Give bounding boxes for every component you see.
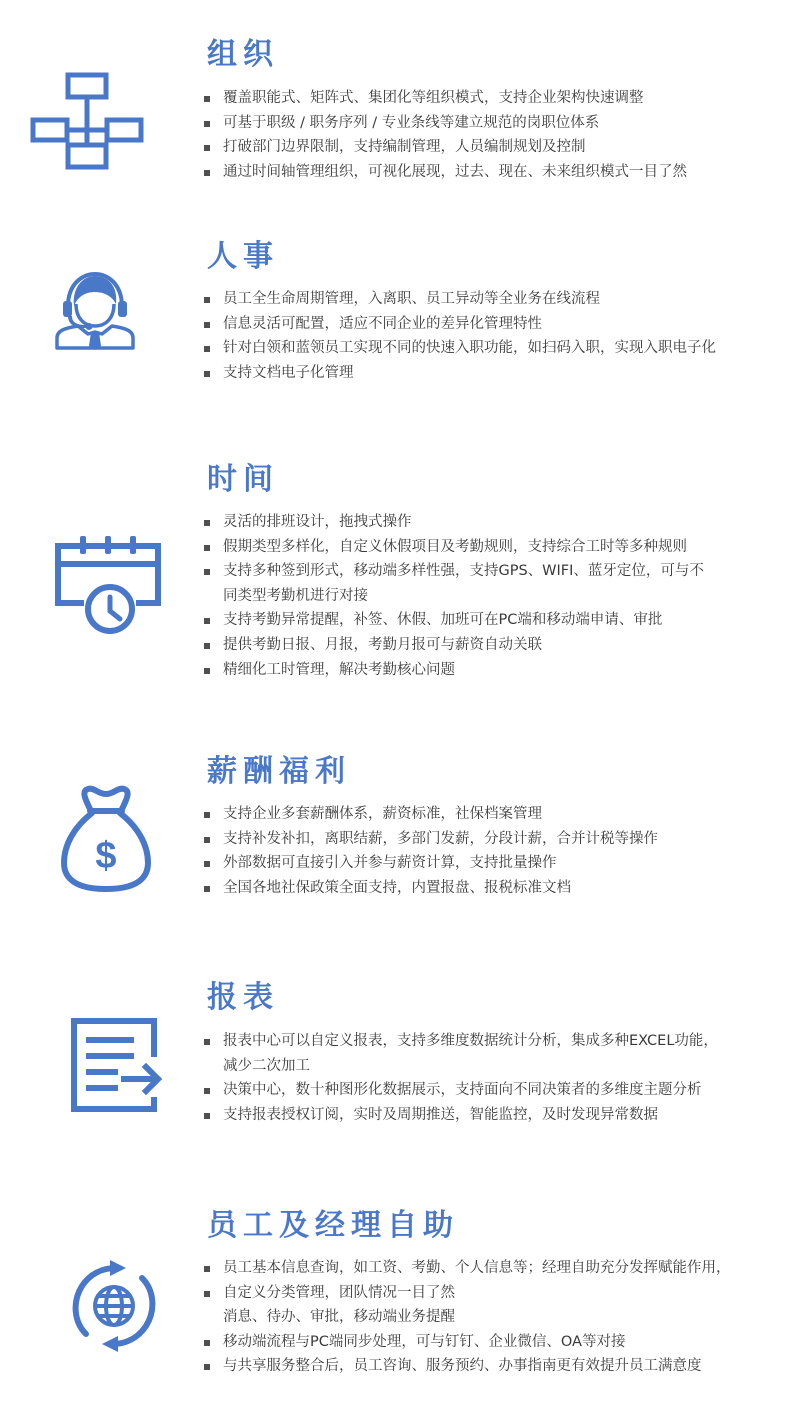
list-item [202,1256,731,1281]
money-bag-icon [60,785,152,893]
list-item [202,1029,718,1078]
feature-list [202,510,704,682]
list-item [202,312,716,337]
bullet-icon [204,861,210,867]
list-item [202,1078,718,1103]
list-item [202,608,704,633]
item-text: 自定义分类管理，团队情况一目了然 [223,1284,455,1301]
list-item [202,876,658,901]
calendar-clock-icon [52,533,164,635]
bullet-icon [204,346,210,352]
feature-list [202,1256,731,1379]
headset-person-icon [52,270,136,350]
section-title: 人事 [207,239,279,274]
bullet-icon [204,297,210,303]
item-text: 同类型考勤机进行对接 [223,587,368,604]
list-item [202,535,704,560]
bullet-icon [204,322,210,328]
item-text: 打破部门边界限制，支持编制管理，人员编制规划及控制 [223,139,586,156]
list-item [202,510,704,535]
list-item [202,851,658,876]
item-text: 灵活的排班设计，拖拽式操作 [223,514,412,530]
bullet-icon [204,618,210,624]
list-item [202,633,704,658]
item-text: 员工基本信息查询，如工资、考勤、个人信息等；经理自助充分发挥赋能作用， [223,1260,731,1276]
bullet-icon [204,1113,210,1119]
list-item [202,559,704,608]
list-item [202,111,687,136]
list-item [202,1281,731,1330]
item-text: 可基于职级 / 职务序列 / 专业条线等建立规范的岗职位体系 [223,114,600,131]
bullet-icon [204,96,210,102]
section-title: 组织 [207,37,279,72]
globe-refresh-icon [66,1258,162,1354]
list-item [202,658,704,683]
item-text: 支持多种签到形式，移动端多样性强，支持GPS、WIFI、蓝牙定位，可与不 [223,563,704,580]
item-text: 与共享服务整合后，员工咨询、服务预约、办事指南更有效提升员工满意度 [223,1358,702,1375]
section-title: 报表 [207,980,279,1015]
item-text: 支持企业多套薪酬体系，薪资标准，社保档案管理 [223,806,542,822]
item-text: 支持考勤异常提醒，补签、休假、加班可在PC端和移动端申请、审批 [223,612,663,629]
section-title: 时间 [207,462,279,497]
item-text: 信息灵活可配置，适应不同企业的差异化管理特性 [223,315,542,332]
feature-list [202,86,687,184]
list-item [202,86,687,111]
bullet-icon [204,1340,210,1346]
feature-list [202,1029,718,1127]
list-item [202,1103,718,1128]
bullet-icon [204,886,210,892]
bullet-icon [204,145,210,151]
item-text: 减少二次加工 [223,1057,310,1074]
item-text: 员工全生命周期管理，入离职、员工异动等全业务在线流程 [223,291,600,307]
item-text: 决策中心，数十种图形化数据展示，支持面向不同决策者的多维度主题分析 [223,1082,702,1099]
item-text: 针对白领和蓝领员工实现不同的快速入职功能，如扫码入职，实现入职电子化 [223,340,716,357]
item-text: 通过时间轴管理组织，可视化展现，过去、现在、未来组织模式一目了然 [223,163,687,180]
item-text: 支持补发补扣，离职结薪，多部门发薪，分段计薪，合并计税等操作 [223,830,658,847]
bullet-icon [204,668,210,674]
list-item [202,336,716,361]
bullet-icon [204,812,210,818]
item-text: 报表中心可以自定义报表，支持多维度数据统计分析，集成多种EXCEL功能， [223,1033,718,1049]
svg-text:$: $ [95,835,117,877]
item-text: 精细化工时管理，解决考勤核心问题 [223,661,455,678]
item-text: 移动端流程与PC端同步处理，可与钉钉、企业微信、OA等对接 [223,1333,626,1350]
list-item [202,287,716,312]
item-text: 假期类型多样化，自定义休假项目及考勤规则，支持综合工时等多种规则 [223,538,687,555]
list-item [202,135,687,160]
section-title: 员工及经理自助 [207,1208,459,1243]
bullet-icon [204,1039,210,1045]
bullet-icon [204,545,210,551]
bullet-icon [204,569,210,575]
report-export-icon [70,1017,164,1113]
bullet-icon [204,1291,210,1297]
list-item [202,1354,731,1379]
list-item [202,802,658,827]
bullet-icon [204,520,210,526]
item-text: 全国各地社保政策全面支持，内置报盘、报税标准文档 [223,879,571,896]
item-text: 提供考勤日报、月报，考勤月报可与薪资自动关联 [223,636,542,653]
item-text: 支持报表授权订阅，实时及周期推送，智能监控，及时发现异常数据 [223,1106,658,1123]
org-chart-icon [30,72,144,170]
item-text: 外部数据可直接引入并参与薪资计算，支持批量操作 [223,855,557,872]
feature-list [202,287,716,385]
list-item [202,1330,731,1355]
item-text: 支持文档电子化管理 [223,364,354,381]
section-title: 薪酬福利 [207,754,351,789]
bullet-icon [204,121,210,127]
list-item [202,160,687,185]
item-text: 消息、待办、审批，移动端业务提醒 [223,1309,455,1326]
bullet-icon [204,1088,210,1094]
bullet-icon [204,170,210,176]
feature-list [202,802,658,900]
bullet-icon [204,371,210,377]
bullet-icon [204,1364,210,1370]
bullet-icon [204,1266,210,1272]
item-text: 覆盖职能式、矩阵式、集团化等组织模式，支持企业架构快速调整 [223,90,644,106]
bullet-icon [204,643,210,649]
list-item [202,827,658,852]
bullet-icon [204,837,210,843]
list-item [202,361,716,386]
